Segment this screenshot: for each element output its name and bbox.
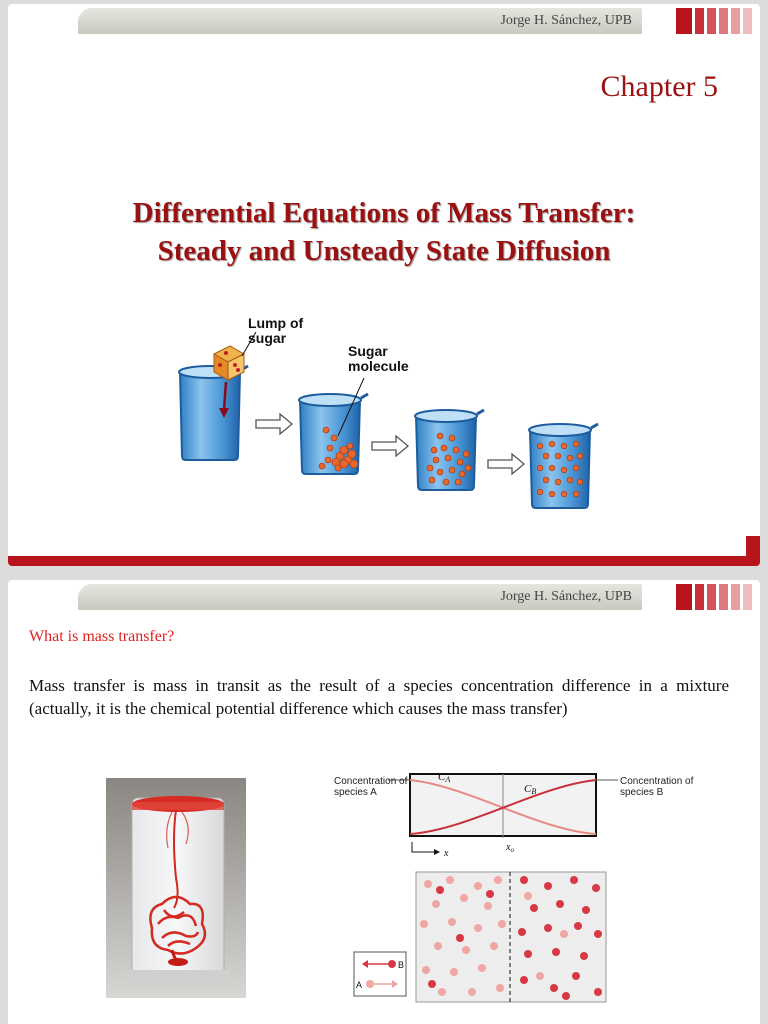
x0-label: $x_o$ — [506, 842, 514, 854]
curve-b-label: CB — [524, 783, 537, 796]
slide-2 — [8, 580, 760, 1024]
legend-a: A — [356, 980, 363, 990]
sugar-diffusion-figure — [168, 310, 608, 520]
label-concentration-species-a: Concentration of species A — [334, 776, 408, 798]
footer-red-band — [8, 556, 760, 566]
chapter-label: Chapter 5 — [600, 70, 718, 103]
x-axis-label: x — [444, 848, 449, 859]
beaker-4 — [529, 424, 598, 508]
header-stripes — [673, 584, 752, 610]
beaker-2 — [299, 394, 368, 474]
legend-b: B — [398, 960, 405, 970]
beaker-3 — [415, 410, 484, 490]
label-sugar-molecule: Sugar molecule — [348, 343, 409, 374]
header-stripes — [673, 8, 752, 34]
header-bar — [78, 584, 642, 610]
question-heading: What is mass transfer? — [29, 628, 175, 645]
slide-title — [8, 194, 760, 270]
footer-red-corner — [746, 536, 760, 566]
concentration-diagram — [328, 766, 698, 1006]
title-line-2: Steady and Unsteady State Diffusion — [157, 235, 611, 267]
label-lump-of-sugar: Lump of sugar — [248, 315, 304, 346]
curve-a-label: CA — [438, 771, 451, 784]
dye-cylinder-photo — [106, 778, 246, 998]
slide-1 — [8, 4, 760, 566]
header-bar — [78, 8, 642, 34]
header-author: Jorge H. Sánchez, UPB — [500, 589, 632, 604]
definition-paragraph: Mass transfer is mass in transit as the result of a species concentration difference in a mixture (actually, it is the chemical potential difference which causes the mass transfer) — [29, 676, 729, 718]
header-author: Jorge H. Sánchez, UPB — [500, 13, 632, 28]
label-concentration-species-b: Concentration of species B — [620, 776, 694, 798]
title-line-1: Differential Equations of Mass Transfer: — [132, 197, 636, 229]
beaker-1 — [179, 366, 248, 460]
